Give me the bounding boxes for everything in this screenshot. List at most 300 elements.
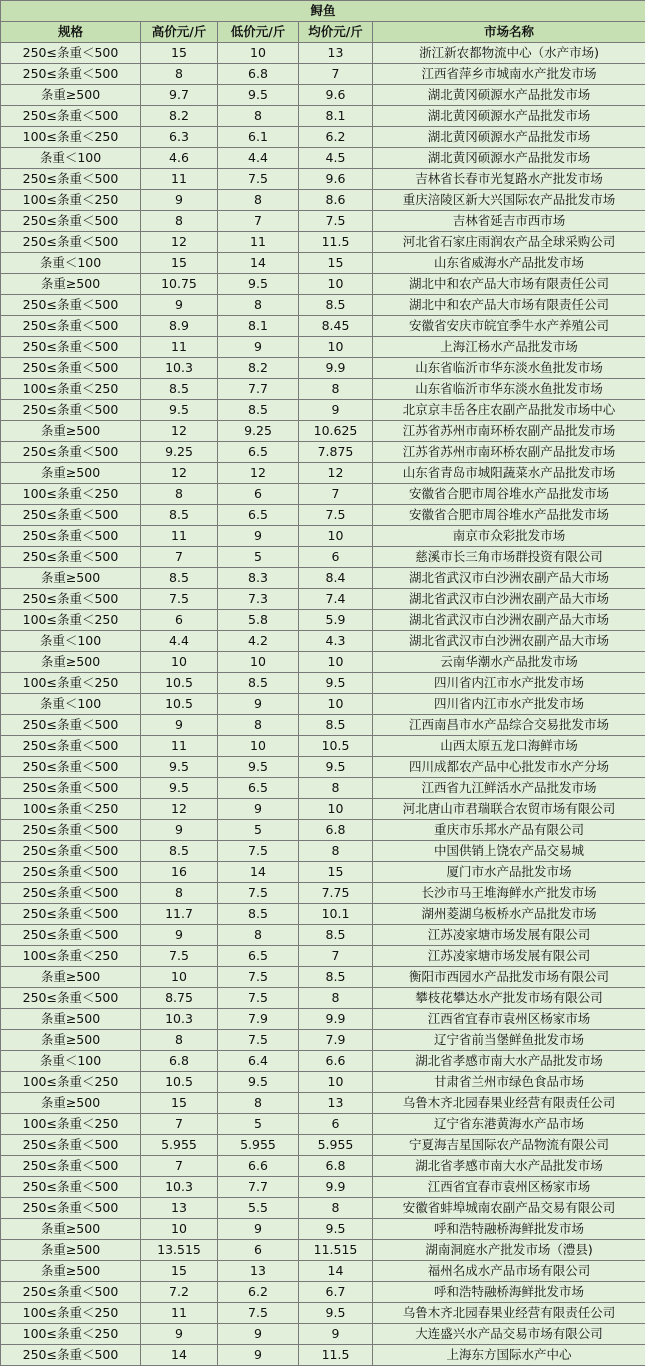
cell-low-price: 6.8: [218, 64, 299, 85]
cell-high-price: 9.5: [141, 400, 218, 421]
cell-low-price: 7: [218, 211, 299, 232]
cell-market-name: 湖北中和农产品大市场有限责任公司: [373, 274, 645, 295]
cell-market-name: 福州名成水产品市场有限公司: [373, 1261, 645, 1282]
cell-market-name: 江苏凌家塘市场发展有限公司: [373, 925, 645, 946]
title-row: [1, 1, 645, 22]
cell-low-price: 13: [218, 1261, 299, 1282]
cell-avg-price: 10: [299, 274, 373, 295]
cell-market-name: 云南华潮水产品批发市场: [373, 652, 645, 673]
table-row: [1, 1303, 645, 1324]
cell-avg-price: 9.9: [299, 1177, 373, 1198]
cell-high-price: 7: [141, 547, 218, 568]
cell-market-name: 江西省宜春市袁州区杨家市场: [373, 1177, 645, 1198]
cell-avg-price: 8.4: [299, 568, 373, 589]
table-row: [1, 106, 645, 127]
cell-avg-price: 13: [299, 1093, 373, 1114]
cell-market-name: 山西太原五龙口海鲜市场: [373, 736, 645, 757]
cell-high-price: 9: [141, 1324, 218, 1345]
cell-spec: 条重＜100: [1, 148, 141, 169]
table-row: [1, 1030, 645, 1051]
table-row: [1, 190, 645, 211]
cell-low-price: 7.5: [218, 988, 299, 1009]
cell-avg-price: 7: [299, 946, 373, 967]
cell-market-name: 江苏凌家塘市场发展有限公司: [373, 946, 645, 967]
cell-avg-price: 9: [299, 400, 373, 421]
cell-high-price: 6.3: [141, 127, 218, 148]
cell-low-price: 8: [218, 1093, 299, 1114]
cell-high-price: 9: [141, 715, 218, 736]
cell-high-price: 9: [141, 295, 218, 316]
cell-spec: 100≤条重＜250: [1, 127, 141, 148]
cell-low-price: 9.5: [218, 85, 299, 106]
cell-high-price: 7: [141, 1114, 218, 1135]
cell-high-price: 7: [141, 1156, 218, 1177]
cell-avg-price: 8: [299, 379, 373, 400]
cell-low-price: 10: [218, 43, 299, 64]
table-row: [1, 715, 645, 736]
header-spec: 规格: [1, 22, 141, 43]
cell-spec: 250≤条重＜500: [1, 505, 141, 526]
cell-high-price: 10.3: [141, 1177, 218, 1198]
cell-spec: 250≤条重＜500: [1, 862, 141, 883]
cell-low-price: 5.955: [218, 1135, 299, 1156]
cell-spec: 250≤条重＜500: [1, 526, 141, 547]
cell-high-price: 10.5: [141, 673, 218, 694]
table-row: [1, 1345, 645, 1366]
cell-spec: 条重≥500: [1, 1261, 141, 1282]
cell-high-price: 9.5: [141, 757, 218, 778]
cell-low-price: 10: [218, 736, 299, 757]
cell-market-name: 湖南洞庭水产批发市场（澧县): [373, 1240, 645, 1261]
cell-market-name: 湖北省武汉市白沙洲农副产品大市场: [373, 589, 645, 610]
cell-avg-price: 9.5: [299, 673, 373, 694]
cell-low-price: 6.5: [218, 505, 299, 526]
table-row: [1, 442, 645, 463]
cell-low-price: 6.4: [218, 1051, 299, 1072]
header-row: [1, 22, 645, 43]
cell-spec: 条重≥500: [1, 421, 141, 442]
cell-avg-price: 7.5: [299, 211, 373, 232]
cell-spec: 250≤条重＜500: [1, 232, 141, 253]
table-row: [1, 316, 645, 337]
cell-avg-price: 10: [299, 526, 373, 547]
cell-high-price: 9: [141, 190, 218, 211]
cell-avg-price: 6.7: [299, 1282, 373, 1303]
cell-high-price: 11: [141, 1303, 218, 1324]
cell-avg-price: 9.5: [299, 757, 373, 778]
cell-low-price: 8: [218, 925, 299, 946]
cell-market-name: 安徽省合肥市周谷堆水产品批发市场: [373, 484, 645, 505]
cell-high-price: 11: [141, 337, 218, 358]
cell-high-price: 10.5: [141, 694, 218, 715]
cell-market-name: 长沙市马王堆海鲜水产批发市场: [373, 883, 645, 904]
table-row: [1, 1219, 645, 1240]
table-row: [1, 274, 645, 295]
cell-low-price: 6.2: [218, 1282, 299, 1303]
cell-low-price: 7.5: [218, 1303, 299, 1324]
cell-high-price: 7.5: [141, 946, 218, 967]
cell-high-price: 8.75: [141, 988, 218, 1009]
cell-market-name: 呼和浩特融桥海鲜批发市场: [373, 1282, 645, 1303]
cell-high-price: 8: [141, 211, 218, 232]
cell-market-name: 河北唐山市君瑞联合农贸市场有限公司: [373, 799, 645, 820]
cell-high-price: 9.25: [141, 442, 218, 463]
cell-market-name: 吉林省延吉市西市场: [373, 211, 645, 232]
cell-spec: 条重＜100: [1, 631, 141, 652]
cell-avg-price: 10: [299, 652, 373, 673]
cell-avg-price: 7: [299, 484, 373, 505]
cell-high-price: 15: [141, 1261, 218, 1282]
cell-high-price: 12: [141, 421, 218, 442]
cell-low-price: 6: [218, 484, 299, 505]
cell-market-name: 乌鲁木齐北园春果业经营有限责任公司: [373, 1093, 645, 1114]
table-row: [1, 337, 645, 358]
cell-low-price: 6.5: [218, 946, 299, 967]
cell-avg-price: 9.9: [299, 1009, 373, 1030]
table-row: [1, 211, 645, 232]
cell-low-price: 11: [218, 232, 299, 253]
cell-spec: 250≤条重＜500: [1, 1177, 141, 1198]
cell-high-price: 16: [141, 862, 218, 883]
cell-market-name: 攀枝花攀达水产批发市场有限公司: [373, 988, 645, 1009]
cell-low-price: 6.5: [218, 778, 299, 799]
cell-market-name: 宁夏海吉星国际农产品物流有限公司: [373, 1135, 645, 1156]
cell-market-name: 安徽省安庆市皖宜季牛水产养殖公司: [373, 316, 645, 337]
cell-avg-price: 4.3: [299, 631, 373, 652]
cell-high-price: 11: [141, 526, 218, 547]
cell-low-price: 4.4: [218, 148, 299, 169]
cell-avg-price: 15: [299, 862, 373, 883]
cell-market-name: 湖北省武汉市白沙洲农副产品大市场: [373, 610, 645, 631]
cell-avg-price: 8.1: [299, 106, 373, 127]
cell-low-price: 7.5: [218, 841, 299, 862]
cell-avg-price: 8.5: [299, 925, 373, 946]
cell-spec: 250≤条重＜500: [1, 295, 141, 316]
cell-avg-price: 10: [299, 337, 373, 358]
cell-spec: 条重＜100: [1, 253, 141, 274]
cell-high-price: 8.5: [141, 841, 218, 862]
cell-market-name: 四川省内江市水产批发市场: [373, 673, 645, 694]
cell-high-price: 8.2: [141, 106, 218, 127]
cell-high-price: 11.7: [141, 904, 218, 925]
cell-spec: 条重≥500: [1, 1240, 141, 1261]
table-row: [1, 673, 645, 694]
cell-market-name: 上海江杨水产品批发市场: [373, 337, 645, 358]
table-row: [1, 64, 645, 85]
cell-low-price: 7.7: [218, 1177, 299, 1198]
cell-high-price: 6: [141, 610, 218, 631]
table-row: [1, 127, 645, 148]
cell-avg-price: 6.6: [299, 1051, 373, 1072]
cell-avg-price: 6.2: [299, 127, 373, 148]
cell-spec: 条重≥500: [1, 274, 141, 295]
cell-avg-price: 9: [299, 1324, 373, 1345]
table-row: [1, 463, 645, 484]
table-row: [1, 1324, 645, 1345]
table-row: [1, 526, 645, 547]
cell-market-name: 厦门市水产品批发市场: [373, 862, 645, 883]
table-row: [1, 400, 645, 421]
table-row: [1, 1240, 645, 1261]
cell-low-price: 9: [218, 799, 299, 820]
table-row: [1, 736, 645, 757]
cell-high-price: 10.75: [141, 274, 218, 295]
cell-avg-price: 8: [299, 988, 373, 1009]
table-row: [1, 1051, 645, 1072]
table-row: [1, 841, 645, 862]
cell-market-name: 上海东方国际水产中心: [373, 1345, 645, 1366]
table-row: [1, 904, 645, 925]
cell-avg-price: 10.5: [299, 736, 373, 757]
cell-low-price: 8.5: [218, 673, 299, 694]
cell-low-price: 6.5: [218, 442, 299, 463]
cell-spec: 250≤条重＜500: [1, 925, 141, 946]
cell-avg-price: 10.1: [299, 904, 373, 925]
cell-market-name: 南京市众彩批发市场: [373, 526, 645, 547]
cell-avg-price: 10.625: [299, 421, 373, 442]
cell-spec: 250≤条重＜500: [1, 589, 141, 610]
table-row: [1, 169, 645, 190]
cell-low-price: 6.1: [218, 127, 299, 148]
cell-low-price: 9.5: [218, 1072, 299, 1093]
cell-low-price: 8: [218, 295, 299, 316]
cell-spec: 250≤条重＜500: [1, 778, 141, 799]
cell-low-price: 5.5: [218, 1198, 299, 1219]
cell-spec: 250≤条重＜500: [1, 904, 141, 925]
cell-avg-price: 7.5: [299, 505, 373, 526]
cell-spec: 250≤条重＜500: [1, 841, 141, 862]
cell-low-price: 7.9: [218, 1009, 299, 1030]
cell-spec: 250≤条重＜500: [1, 1156, 141, 1177]
cell-market-name: 甘肃省兰州市绿色食品市场: [373, 1072, 645, 1093]
cell-spec: 250≤条重＜500: [1, 820, 141, 841]
cell-market-name: 湖北省孝感市南大水产品批发市场: [373, 1051, 645, 1072]
cell-spec: 250≤条重＜500: [1, 43, 141, 64]
cell-spec: 条重＜100: [1, 694, 141, 715]
cell-avg-price: 7.75: [299, 883, 373, 904]
cell-high-price: 9: [141, 820, 218, 841]
cell-spec: 100≤条重＜250: [1, 1324, 141, 1345]
cell-avg-price: 7.9: [299, 1030, 373, 1051]
cell-low-price: 9.5: [218, 274, 299, 295]
table-row: [1, 757, 645, 778]
cell-high-price: 8.5: [141, 379, 218, 400]
cell-spec: 100≤条重＜250: [1, 190, 141, 211]
table-row: [1, 1156, 645, 1177]
cell-spec: 250≤条重＜500: [1, 337, 141, 358]
cell-avg-price: 8.6: [299, 190, 373, 211]
cell-high-price: 13: [141, 1198, 218, 1219]
cell-market-name: 山东省威海水产品批发市场: [373, 253, 645, 274]
cell-market-name: 重庆涪陵区新大兴国际农产品批发市场: [373, 190, 645, 211]
cell-high-price: 9: [141, 925, 218, 946]
cell-high-price: 10: [141, 967, 218, 988]
cell-spec: 250≤条重＜500: [1, 1345, 141, 1366]
cell-market-name: 江西省宜春市袁州区杨家市场: [373, 1009, 645, 1030]
cell-low-price: 7.5: [218, 169, 299, 190]
table-row: [1, 568, 645, 589]
header-high-price: 高价元/斤: [141, 22, 218, 43]
cell-market-name: 江西南昌市水产品综合交易批发市场: [373, 715, 645, 736]
cell-high-price: 10.5: [141, 1072, 218, 1093]
table-row: [1, 379, 645, 400]
table-row: [1, 1135, 645, 1156]
cell-spec: 条重≥500: [1, 652, 141, 673]
cell-avg-price: 8.5: [299, 967, 373, 988]
cell-spec: 250≤条重＜500: [1, 883, 141, 904]
cell-low-price: 5.8: [218, 610, 299, 631]
cell-spec: 250≤条重＜500: [1, 211, 141, 232]
cell-market-name: 四川省内江市水产批发市场: [373, 694, 645, 715]
cell-avg-price: 7.4: [299, 589, 373, 610]
cell-avg-price: 10: [299, 694, 373, 715]
cell-low-price: 9: [218, 1219, 299, 1240]
cell-market-name: 辽宁省东港黄海水产品市场: [373, 1114, 645, 1135]
table-body: [1, 43, 645, 1366]
cell-market-name: 山东省青岛市城阳蔬菜水产品批发市场: [373, 463, 645, 484]
cell-low-price: 8.5: [218, 400, 299, 421]
cell-avg-price: 9.5: [299, 1303, 373, 1324]
cell-market-name: 江苏省苏州市南环桥农副产品批发市场: [373, 442, 645, 463]
cell-market-name: 山东省临沂市华东淡水鱼批发市场: [373, 379, 645, 400]
cell-avg-price: 11.5: [299, 1345, 373, 1366]
cell-low-price: 10: [218, 652, 299, 673]
cell-low-price: 8.1: [218, 316, 299, 337]
cell-low-price: 9: [218, 337, 299, 358]
cell-spec: 100≤条重＜250: [1, 610, 141, 631]
cell-high-price: 8.5: [141, 568, 218, 589]
table-row: [1, 505, 645, 526]
cell-market-name: 湖北黄冈硕源水产品批发市场: [373, 85, 645, 106]
cell-low-price: 9: [218, 526, 299, 547]
cell-high-price: 10.3: [141, 1009, 218, 1030]
cell-low-price: 8: [218, 106, 299, 127]
cell-market-name: 北京京丰岳各庄农副产品批发市场中心: [373, 400, 645, 421]
cell-high-price: 8: [141, 1030, 218, 1051]
cell-avg-price: 9.5: [299, 1219, 373, 1240]
cell-spec: 条重≥500: [1, 463, 141, 484]
cell-spec: 条重≥500: [1, 85, 141, 106]
table-row: [1, 1198, 645, 1219]
table-row: [1, 232, 645, 253]
cell-avg-price: 8.5: [299, 295, 373, 316]
cell-spec: 250≤条重＜500: [1, 547, 141, 568]
cell-market-name: 安徽省合肥市周谷堆水产品批发市场: [373, 505, 645, 526]
table-row: [1, 1177, 645, 1198]
cell-spec: 条重≥500: [1, 568, 141, 589]
cell-low-price: 4.2: [218, 631, 299, 652]
table-row: [1, 799, 645, 820]
cell-high-price: 8.9: [141, 316, 218, 337]
cell-market-name: 吉林省长春市光复路水产批发市场: [373, 169, 645, 190]
cell-market-name: 慈溪市长三角市场群投资有限公司: [373, 547, 645, 568]
cell-spec: 250≤条重＜500: [1, 316, 141, 337]
cell-spec: 100≤条重＜250: [1, 946, 141, 967]
cell-high-price: 4.6: [141, 148, 218, 169]
cell-avg-price: 5.9: [299, 610, 373, 631]
cell-low-price: 7.7: [218, 379, 299, 400]
cell-spec: 条重≥500: [1, 1093, 141, 1114]
cell-avg-price: 6.8: [299, 820, 373, 841]
table-row: [1, 547, 645, 568]
cell-spec: 100≤条重＜250: [1, 799, 141, 820]
table-row: [1, 883, 645, 904]
cell-low-price: 7.5: [218, 883, 299, 904]
cell-high-price: 8: [141, 883, 218, 904]
header-low-price: 低价元/斤: [218, 22, 299, 43]
cell-spec: 250≤条重＜500: [1, 106, 141, 127]
table-row: [1, 1282, 645, 1303]
cell-high-price: 10.3: [141, 358, 218, 379]
cell-market-name: 湖北省武汉市白沙洲农副产品大市场: [373, 568, 645, 589]
cell-market-name: 江西省九江鲜活水产品批发市场: [373, 778, 645, 799]
cell-avg-price: 12: [299, 463, 373, 484]
table-row: [1, 1072, 645, 1093]
cell-market-name: 大连盛兴水产品交易市场有限公司: [373, 1324, 645, 1345]
cell-spec: 100≤条重＜250: [1, 1114, 141, 1135]
cell-market-name: 江西省萍乡市城南水产批发市场: [373, 64, 645, 85]
cell-high-price: 6.8: [141, 1051, 218, 1072]
cell-market-name: 湖北黄冈硕源水产品批发市场: [373, 127, 645, 148]
cell-avg-price: 4.5: [299, 148, 373, 169]
cell-avg-price: 9.9: [299, 358, 373, 379]
cell-avg-price: 8.45: [299, 316, 373, 337]
cell-avg-price: 8: [299, 841, 373, 862]
table-row: [1, 862, 645, 883]
cell-high-price: 14: [141, 1345, 218, 1366]
table-row: [1, 85, 645, 106]
table-row: [1, 820, 645, 841]
table-row: [1, 694, 645, 715]
cell-spec: 100≤条重＜250: [1, 1303, 141, 1324]
cell-avg-price: 8: [299, 778, 373, 799]
cell-avg-price: 9.6: [299, 169, 373, 190]
cell-high-price: 7.5: [141, 589, 218, 610]
cell-market-name: 辽宁省前当堡鲜鱼批发市场: [373, 1030, 645, 1051]
table-row: [1, 946, 645, 967]
cell-market-name: 呼和浩特融桥海鲜批发市场: [373, 1219, 645, 1240]
cell-low-price: 14: [218, 862, 299, 883]
cell-spec: 250≤条重＜500: [1, 442, 141, 463]
cell-avg-price: 7.875: [299, 442, 373, 463]
header-avg-price: 均价元/斤: [299, 22, 373, 43]
table-row: [1, 358, 645, 379]
cell-high-price: 9.7: [141, 85, 218, 106]
cell-market-name: 重庆市乐邦水产品有限公司: [373, 820, 645, 841]
table-row: [1, 295, 645, 316]
cell-spec: 条重＜100: [1, 1051, 141, 1072]
cell-spec: 250≤条重＜500: [1, 1198, 141, 1219]
cell-spec: 条重≥500: [1, 1030, 141, 1051]
cell-avg-price: 8: [299, 1198, 373, 1219]
cell-market-name: 衡阳市西园水产品批发市场有限公司: [373, 967, 645, 988]
cell-market-name: 湖北省武汉市白沙洲农副产品大市场: [373, 631, 645, 652]
cell-high-price: 12: [141, 799, 218, 820]
cell-low-price: 9: [218, 1324, 299, 1345]
cell-market-name: 安徽省蚌埠城南农副产品交易有限公司: [373, 1198, 645, 1219]
table-row: [1, 484, 645, 505]
cell-low-price: 14: [218, 253, 299, 274]
cell-market-name: 湖州菱湖乌板桥水产品批发市场: [373, 904, 645, 925]
cell-high-price: 11: [141, 169, 218, 190]
cell-avg-price: 5.955: [299, 1135, 373, 1156]
cell-high-price: 10: [141, 652, 218, 673]
cell-high-price: 4.4: [141, 631, 218, 652]
cell-avg-price: 11.5: [299, 232, 373, 253]
cell-high-price: 15: [141, 43, 218, 64]
cell-low-price: 9: [218, 694, 299, 715]
cell-market-name: 河北省石家庄雨润农产品全球采购公司: [373, 232, 645, 253]
